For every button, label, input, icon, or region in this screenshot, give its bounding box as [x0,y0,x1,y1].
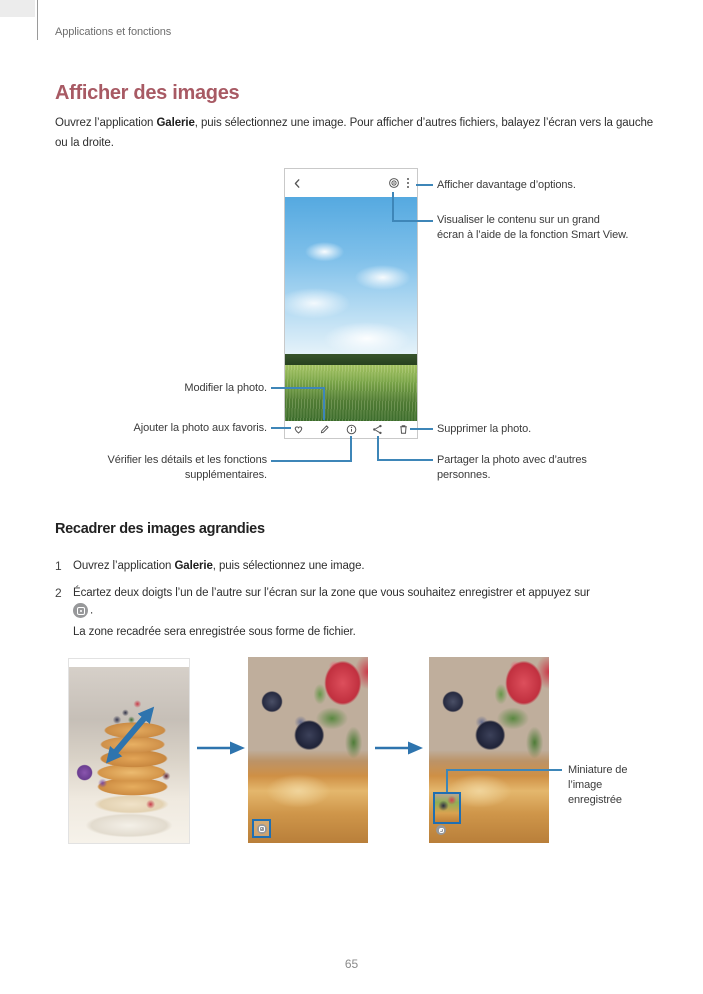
callout-line-edit-vertical [323,387,325,420]
callout-line-share-vertical [377,436,379,461]
heart-icon[interactable] [293,424,304,435]
trash-icon[interactable] [398,424,409,435]
callout-line-share-horizontal [377,459,433,461]
example-image-original [68,658,190,844]
step2-after-icon: . [90,604,94,617]
info-icon[interactable] [346,424,357,435]
step1-pre: Ouvrez l’application [73,560,175,572]
section-title-crop: Recadrer des images agrandies [55,521,265,537]
step1-post: , puis sélectionnez une image. [212,560,365,572]
chevron-left-icon[interactable] [292,178,303,189]
save-crop-icon [73,603,88,618]
callout-delete: Supprimer la photo. [437,423,532,435]
save-crop-icon[interactable] [257,824,267,834]
callout-line-more-options [416,184,433,186]
callout-line-miniature-vertical [446,769,448,792]
callout-line-smart-view-vertical [392,192,394,222]
gallery-top-bar [285,169,417,197]
callout-smart-view: Visualiser le contenu sur un grand écran à l’aide de la fonction Smart View. [437,214,629,241]
callout-line-smart-view-horizontal [392,220,433,222]
callout-line-details-vertical [350,436,352,462]
step1-number: 1 [55,559,62,573]
callout-miniature: Miniature de l’image enregistrée [568,764,628,806]
callout-more-options: Afficher davantage d’options. [437,179,576,191]
intro-post: , puis sélectionnez une image. Pour afficher d’autres fichiers, balayez l’écran vers la gauche ou la droite. [55,117,654,149]
callout-favorite: Ajouter la photo aux favoris. [133,422,267,434]
callout-line-favorite [271,427,291,429]
photo-grass-field [285,365,417,421]
flow-arrow-2 [374,740,424,756]
step2-icon-line [73,603,93,621]
intro-paragraph [55,113,655,153]
smart-view-icon[interactable] [388,177,400,189]
kebab-menu-icon[interactable] [406,177,410,189]
save-button-highlight[interactable] [252,819,271,838]
header-rule [37,0,38,40]
intro-pre: Ouvrez l’application [55,117,157,129]
step2-number: 2 [55,586,62,600]
saved-thumbnail-highlight[interactable] [433,792,461,824]
flow-arrow-1 [196,740,246,756]
callout-line-edit-horizontal [271,387,325,389]
step1-text [73,559,658,574]
callout-edit: Modifier la photo. [184,382,267,394]
phone-screenshot [284,168,418,439]
step2-text: Écartez deux doigts l’un de l’autre sur l’écran sur la zone que vous souhaitez enregistrer et appuyez sur [73,587,590,599]
pinch-zoom-arrow [99,697,163,769]
page-number: 65 [344,957,359,971]
callout-share: Partager la photo avec d’autres personnes. [437,454,587,481]
example-image-zoomed [248,657,368,843]
step2-note: La zone recadrée sera enregistrée sous forme de fichier. [73,626,356,638]
corner-decoration [0,0,35,17]
callout-line-delete [410,428,433,430]
step1-bold-galerie: Galerie [174,560,213,572]
intro-bold-galerie: Galerie [156,117,195,129]
callout-line-miniature-horizontal [446,769,562,771]
share-icon[interactable] [372,424,383,435]
callout-line-details-horizontal [271,460,352,462]
pencil-icon[interactable] [319,424,330,435]
page-title: Afficher des images [55,82,240,104]
save-crop-icon[interactable] [436,825,446,835]
running-header: Applications et fonctions [55,26,172,38]
callout-details: Vérifier les détails et les fonctions supplémentaires. [107,454,267,481]
example-image-saved [429,657,549,843]
